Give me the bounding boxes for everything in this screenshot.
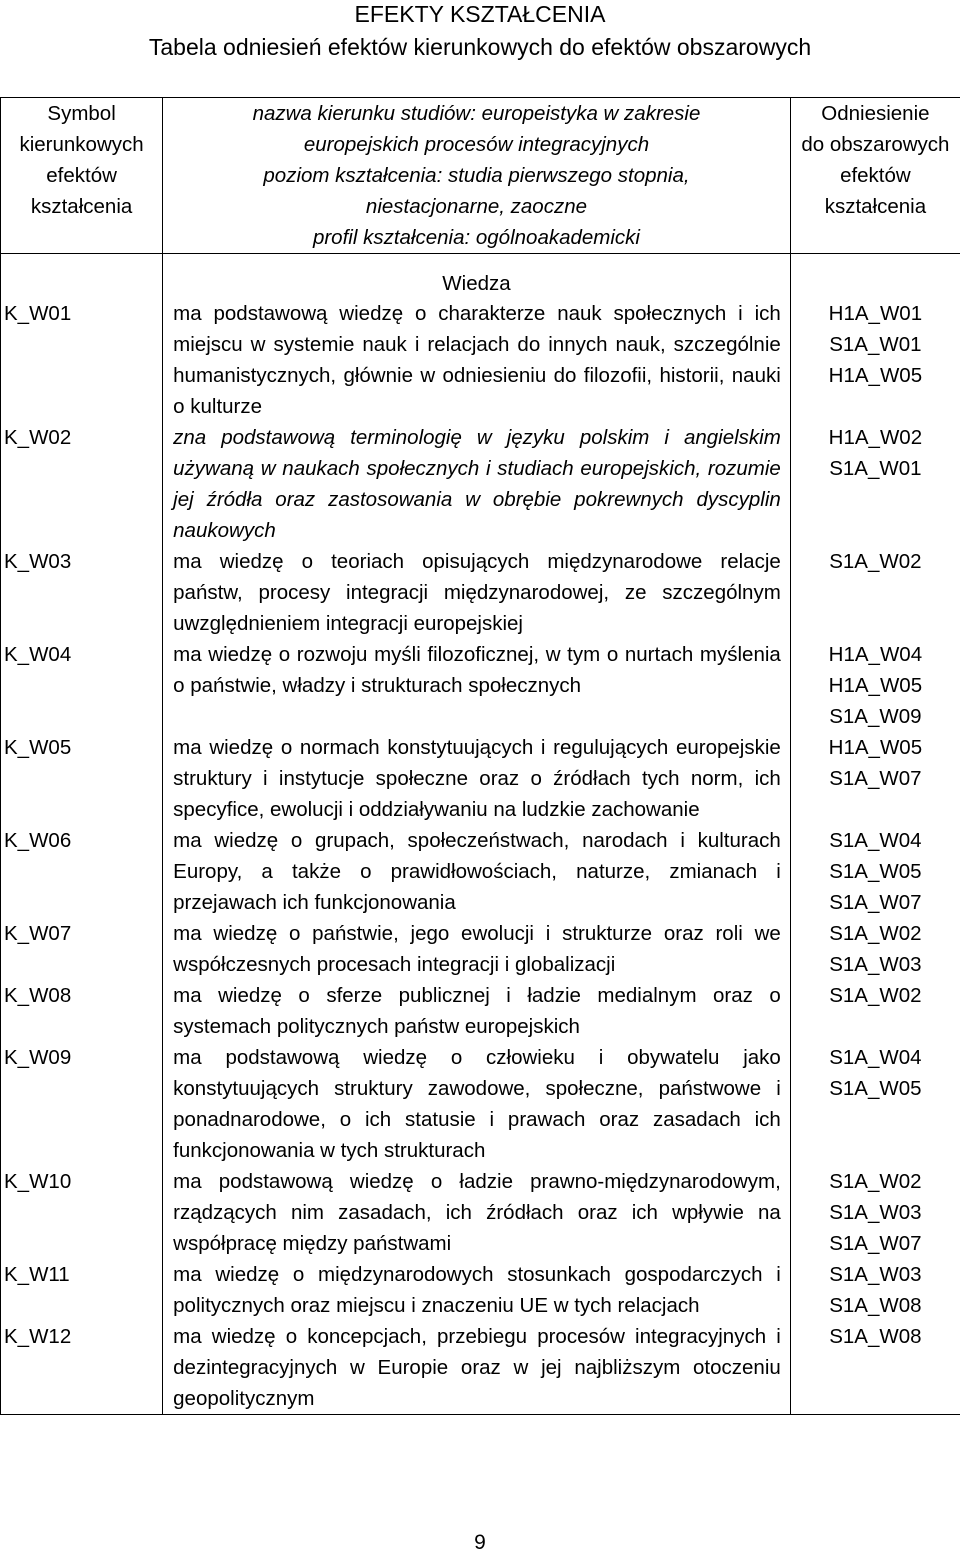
effect-references (790, 298, 960, 422)
header-program-cell (163, 98, 791, 254)
header-reference-line: efektów (791, 160, 960, 191)
reference-code: S1A_W09 (791, 701, 960, 732)
table-row (1, 298, 960, 422)
effects-table (0, 97, 960, 1415)
reference-code: S1A_W03 (791, 1197, 960, 1228)
effect-symbol: K_W05 (1, 732, 163, 825)
effect-description: ma wiedzę o rozwoju myśli filozoficznej, w tym o nurtach myślenia o państwie, władzy i strukturach społecznych (163, 639, 791, 732)
effect-description: zna podstawową terminologię w języku polskim i angielskim używaną w naukach społecznych i studiach europejskich, rozumie jej źródła oraz zastosowania w obrębie pokrewnych dyscyplin naukowych (163, 422, 791, 546)
effect-description: ma wiedzę o teoriach opisujących międzynarodowe relacje państw, procesy integracji międzynarodowej, ze szczególnym uwzględnieniem integracji europejskiej (163, 546, 791, 639)
header-symbol-line: Symbol (1, 98, 162, 129)
header-symbol-line: efektów (1, 160, 162, 191)
reference-code: H1A_W05 (791, 670, 960, 701)
document-subtitle: Tabela odniesień efektów kierunkowych do efektów obszarowych (0, 34, 960, 60)
effect-symbol: K_W11 (1, 1259, 163, 1321)
reference-code: S1A_W05 (791, 856, 960, 887)
effect-references (790, 918, 960, 980)
header-reference-cell (790, 98, 960, 254)
header-symbol-line: kierunkowych (1, 129, 162, 160)
effect-symbol: K_W02 (1, 422, 163, 546)
effect-symbol: K_W06 (1, 825, 163, 918)
table-row (1, 1166, 960, 1259)
header-reference-line: Odniesienie (791, 98, 960, 129)
effect-symbol: K_W12 (1, 1321, 163, 1415)
effect-symbol: K_W03 (1, 546, 163, 639)
effect-references (790, 1259, 960, 1321)
header-reference-line: kształcenia (791, 191, 960, 222)
reference-code: S1A_W02 (791, 1166, 960, 1197)
table-row (1, 422, 960, 546)
document-title: EFEKTY KSZTAŁCENIA (0, 1, 960, 27)
table-row (1, 1042, 960, 1166)
table-row (1, 1259, 960, 1321)
effect-references (790, 422, 960, 546)
table-row (1, 918, 960, 980)
section-row (1, 254, 960, 299)
table-row (1, 825, 960, 918)
effect-symbol: K_W08 (1, 980, 163, 1042)
table-row (1, 546, 960, 639)
effect-references (790, 732, 960, 825)
effect-description: ma podstawową wiedzę o charakterze nauk społecznych i ich miejscu w systemie nauk i relacjach do innych nauk, szczególnie humanistycznych, głównie w odniesieniu do filozofii, historii, nauki o kulturze (163, 298, 791, 422)
reference-code: S1A_W02 (791, 980, 960, 1011)
reference-code: S1A_W03 (791, 1259, 960, 1290)
reference-code: S1A_W04 (791, 825, 960, 856)
section-empty-cell (1, 254, 163, 299)
effect-symbol: K_W07 (1, 918, 163, 980)
reference-code: H1A_W02 (791, 422, 960, 453)
reference-code: S1A_W03 (791, 949, 960, 980)
reference-code: H1A_W04 (791, 639, 960, 670)
table-row (1, 1321, 960, 1415)
page-number: 9 (0, 1531, 960, 1555)
header-program-line: profil kształcenia: ogólnoakademicki (163, 222, 790, 253)
reference-code: S1A_W07 (791, 887, 960, 918)
reference-code: S1A_W02 (791, 546, 960, 577)
header-symbol-line: kształcenia (1, 191, 162, 222)
header-program-line: europejskich procesów integracyjnych (163, 129, 790, 160)
effect-references (790, 1042, 960, 1166)
reference-code: S1A_W08 (791, 1321, 960, 1352)
effect-symbol: K_W04 (1, 639, 163, 732)
effect-references (790, 1166, 960, 1259)
reference-code: S1A_W08 (791, 1290, 960, 1321)
header-program-line: nazwa kierunku studiów: europeistyka w zakresie (163, 98, 790, 129)
reference-code: H1A_W05 (791, 360, 960, 391)
table-row (1, 732, 960, 825)
reference-code: S1A_W07 (791, 1228, 960, 1259)
reference-code: H1A_W01 (791, 298, 960, 329)
table-row (1, 639, 960, 732)
effect-symbol: K_W10 (1, 1166, 163, 1259)
effect-description: ma podstawową wiedzę o ładzie prawno-międzynarodowym, rządzących nim zasadach, ich źródłach oraz ich wpływie na współpracę między państwami (163, 1166, 791, 1259)
effect-references (790, 639, 960, 732)
effect-symbol: K_W01 (1, 298, 163, 422)
header-program-line: niestacjonarne, zaoczne (163, 191, 790, 222)
section-empty-cell (790, 254, 960, 299)
effect-description: ma wiedzę o grupach, społeczeństwach, narodach i kulturach Europy, a także o prawidłowościach, naturze, zmianach i przejawach ich funkcjonowania (163, 825, 791, 918)
reference-code: S1A_W01 (791, 329, 960, 360)
section-title: Wiedza (163, 254, 791, 299)
effect-symbol: K_W09 (1, 1042, 163, 1166)
effect-references (790, 1321, 960, 1415)
effect-references (790, 980, 960, 1042)
header-reference-line: do obszarowych (791, 129, 960, 160)
table-header-row (1, 98, 960, 254)
effect-description: ma podstawową wiedzę o człowieku i obywatelu jako konstytuujących struktury zawodowe, społeczne, państwowe i ponadnarodowe, o ich statusie i prawach oraz zasadach ich funkcjonowania w tych strukturach (163, 1042, 791, 1166)
reference-code: S1A_W01 (791, 453, 960, 484)
reference-code: S1A_W04 (791, 1042, 960, 1073)
reference-code: H1A_W05 (791, 732, 960, 763)
reference-code: S1A_W05 (791, 1073, 960, 1104)
effect-description: ma wiedzę o koncepcjach, przebiegu procesów integracyjnych i dezintegracyjnych w Europie oraz w jej najbliższym otoczeniu geopolitycznym (163, 1321, 791, 1415)
effect-description: ma wiedzę o normach konstytuujących i regulujących europejskie struktury i instytucje społeczne oraz o źródłach tych norm, ich specyfice, ewolucji i oddziaływaniu na ludzkie zachowanie (163, 732, 791, 825)
effect-description: ma wiedzę o międzynarodowych stosunkach gospodarczych i politycznych oraz miejscu i znaczeniu UE w tych relacjach (163, 1259, 791, 1321)
effect-description: ma wiedzę o sferze publicznej i ładzie medialnym oraz o systemach politycznych państw europejskich (163, 980, 791, 1042)
reference-code: S1A_W07 (791, 763, 960, 794)
header-program-line: poziom kształcenia: studia pierwszego stopnia, (163, 160, 790, 191)
effect-references (790, 825, 960, 918)
table-row (1, 980, 960, 1042)
reference-code: S1A_W02 (791, 918, 960, 949)
effect-references (790, 546, 960, 639)
effect-description: ma wiedzę o państwie, jego ewolucji i strukturze oraz roli we współczesnych procesach integracji i globalizacji (163, 918, 791, 980)
header-symbol-cell (1, 98, 163, 254)
